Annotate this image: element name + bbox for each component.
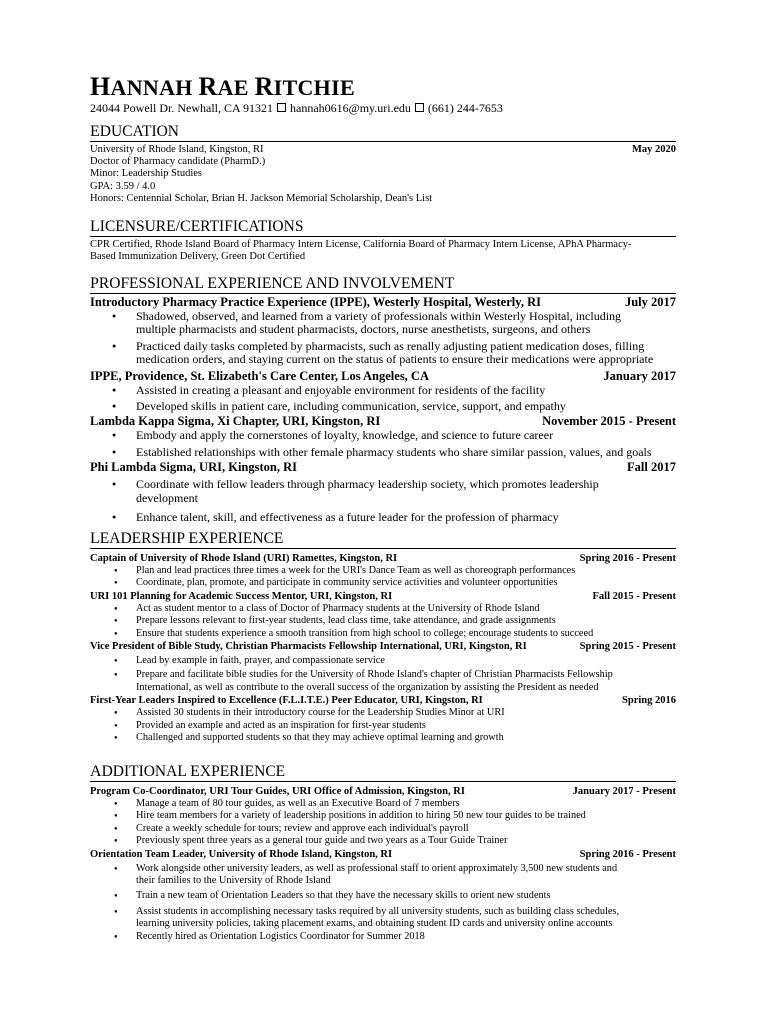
licensure-line: Based Immunization Delivery, Green Dot Certified (90, 251, 306, 263)
list-item: ● Established relationships with other female pharmacy students who share similar passion, values, and goals (90, 446, 676, 459)
list-item: ● Train a new team of Orientation Leaders so that they have the necessary skills to orient new students (90, 890, 676, 902)
entry-title: Captain of University of Rhode Island (URI) Ramettes, Kingston, RI Spring 2016 - Present (90, 553, 676, 564)
list-item: ● Work alongside other university leaders, as well as professional staff to orient approximately 3,500 new students and their families to the University of Rhode Island (90, 863, 676, 888)
list-item: ● Coordinate, plan, promote, and participate in community service activities and volunteer opportunities (90, 577, 676, 589)
additional-heading: ADDITIONAL EXPERIENCE (90, 763, 676, 782)
education-date: May 2020 (631, 144, 676, 155)
list-item: ● Create a weekly schedule for tours; review and approve each individual's payroll (90, 823, 676, 835)
list-item: ● Prepare and facilitate bible studies for the University of Rhode Island's chapter of Christian Pharmacists Fellowship International, as well as contribute to the overall success of the organization by assisting the President as needed (90, 669, 676, 694)
resume-name: HANNAH RAE RITCHIE (90, 72, 355, 101)
contact-line (90, 101, 503, 116)
education-section (90, 123, 676, 205)
list-item: ● Shadowed, observed, and learned from a variety of professionals within Westerly Hospital, including multiple pharmacists and student pharmacists, doctors, nurse anesthetists, surgeons, and others (90, 310, 676, 337)
education-gpa: GPA: 3.59 / 4.0 (90, 180, 156, 192)
list-item: ● Coordinate with fellow leaders through pharmacy leadership society, which promotes leadership development (90, 478, 676, 505)
list-item: ● Previously spent three years as a general tour guide and two years as a Tour Guide Trainer (90, 835, 676, 847)
list-item: ● Recently hired as Orientation Logistics Coordinator for Summer 2018 (90, 931, 676, 943)
list-item: ● Assisted in creating a pleasant and enjoyable environment for residents of the facility (90, 384, 676, 397)
entry-title: URI 101 Planning for Academic Success Mentor, URI, Kingston, RI Fall 2015 - Present (90, 590, 676, 602)
list-item: ● Manage a team of 80 tour guides, as well as an Executive Board of 7 members (90, 798, 676, 810)
list-item: ● Practiced daily tasks completed by pharmacists, such as renally adjusting patient medication doses, filling medication orders, and staying current on the status of patients to ensure their medications were appropriate (90, 340, 676, 367)
list-item: ● Hire team members for a variety of leadership positions in addition to hiring 50 new tour guides to be trained (90, 810, 676, 822)
list-item: ● Act as student mentor to a class of Doctor of Pharmacy students at the University of Rhode Island (90, 603, 676, 615)
list-item: ● Enhance talent, skill, and effectiveness as a future leader for the profession of pharmacy (90, 511, 676, 524)
additional-section (90, 763, 676, 943)
list-item: ● Developed skills in patient care, including communication, service, support, and empathy (90, 400, 676, 413)
list-item: ● Plan and lead practices three times a week for the URI's Dance Team as well as choreograph performances (90, 565, 676, 577)
entry-title: Orientation Team Leader, University of Rhode Island, Kingston, RI Spring 2016 - Present (90, 848, 676, 860)
list-item: ● Ensure that students experience a smooth transition from high school to college; encourage students to succeed (90, 628, 676, 640)
education-honors: Honors: Centennial Scholar, Brian H. Jackson Memorial Scholarship, Dean's List (90, 192, 433, 204)
list-item: ● Lead by example in faith, prayer, and compassionate service (90, 655, 676, 667)
education-heading: EDUCATION (90, 123, 676, 142)
list-item: ● Provided an example and acted as an inspiration for first-year students (90, 720, 676, 732)
entry-title: First-Year Leaders Inspired to Excellence (F.L.I.T.E.) Peer Educator, URI, Kingston, RI Spring 2016 (90, 695, 676, 707)
education-minor: Minor: Leadership Studies (90, 168, 202, 180)
separator-square-icon (415, 103, 424, 112)
entry-title: Program Co-Coordinator, URI Tour Guides, URI Office of Admission, Kingston, RI January 2017 - Present (90, 786, 676, 797)
list-item: ● Challenged and supported students so that they may achieve optimal learning and growth (90, 732, 676, 744)
entry-title: Vice President of Bible Study, Christian Pharmacists Fellowship International, URI, Kingston, RI Spring 2015 - Present (90, 641, 676, 653)
address: 24044 Powell Dr. Newhall, CA 91321 (90, 101, 273, 115)
education-degree: Doctor of Pharmacy candidate (PharmD.) (90, 156, 266, 168)
entry-title: IPPE, Providence, St. Elizabeth's Care Center, Los Angeles, CA January 2017 (90, 368, 676, 383)
list-item: ● Assist students in accomplishing necessary tasks required by all university students, such as building class schedules, learning university policies, taking placement exams, and obtaining student ID cards and university online accounts (90, 906, 676, 931)
professional-section (90, 275, 676, 524)
entry-title: Lambda Kappa Sigma, Xi Chapter, URI, Kingston, RI November 2015 - Present (90, 414, 676, 429)
licensure-line: CPR Certified, Rhode Island Board of Pharmacy Intern License, California Board of Pharmacy Intern License, APhA Pharmacy- (90, 239, 632, 250)
list-item: ● Embody and apply the cornerstones of loyalty, knowledge, and science to future career (90, 429, 676, 442)
list-item: ● Assisted 30 students in their introductory course for the Leadership Studies Minor at URI (90, 707, 676, 719)
email: hannah0616@my.uri.edu (290, 101, 411, 115)
leadership-section (90, 530, 676, 744)
leadership-heading: LEADERSHIP EXPERIENCE (90, 530, 676, 549)
list-item: ● Prepare lessons relevant to first-year students, lead class time, take attendance, and grade assignments (90, 615, 676, 627)
phone: (661) 244-7653 (427, 101, 503, 115)
licensure-heading: LICENSURE/CERTIFICATIONS (90, 218, 676, 237)
entry-title: Phi Lambda Sigma, URI, Kingston, RI Fall 2017 (90, 460, 676, 475)
professional-heading: PROFESSIONAL EXPERIENCE AND INVOLVEMENT (90, 275, 676, 294)
entry-title: Introductory Pharmacy Practice Experience (IPPE), Westerly Hospital, Westerly, RI July 2017 (90, 295, 676, 309)
separator-square-icon (277, 103, 286, 112)
licensure-section (90, 218, 676, 263)
education-school: University of Rhode Island, Kingston, RI May 2020 (90, 144, 676, 155)
